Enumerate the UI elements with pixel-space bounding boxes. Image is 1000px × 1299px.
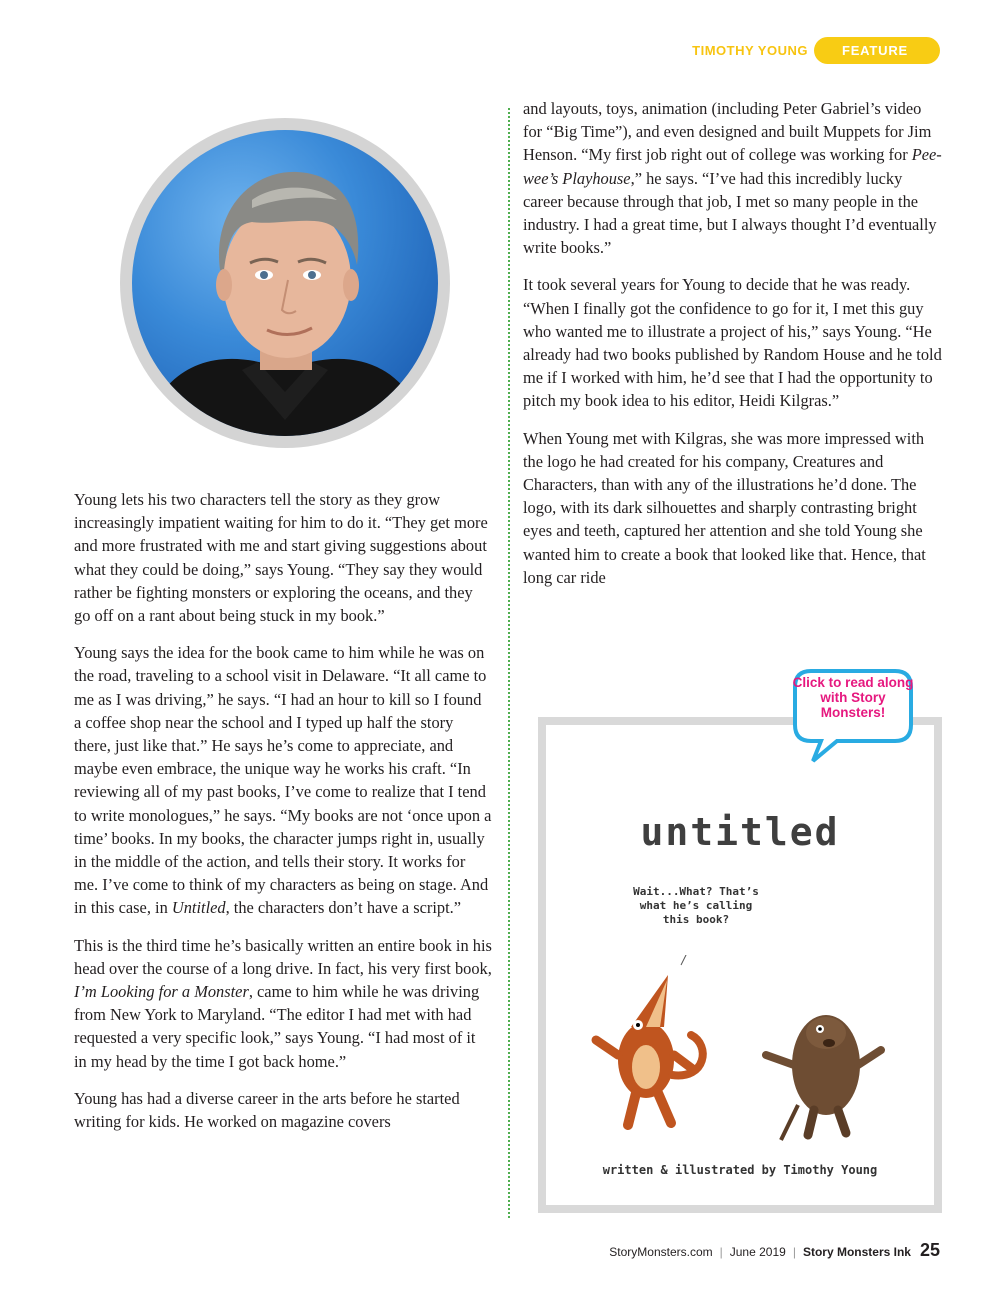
body-paragraph: It took several years for Young to decide that he was ready. “When I finally got the confidence to go for it, I met this guy who wanted me to illustrate a project of his,” says Young. “He already had two books published by Random House and he told me if I worked with him, he’d see that I had the opportunity to pitch my book idea to his editor, Heidi Kilgras.” <box>523 275 942 411</box>
footer-separator: | <box>792 1245 796 1259</box>
book-cover-title: untitled <box>640 810 840 854</box>
page-footer <box>609 1240 940 1261</box>
body-paragraph: and layouts, toys, animation (including Peter Gabriel’s video for “Big Time”), and even designed and built Muppets for Jim Henson. “My first job right out of college was working for Pee-wee’s Playhouse,” he says. “I’ve had this incredibly lucky career because through that job, I met so many people in the industry. I had a great time, but I always thought I’d eventually write books.” <box>523 99 942 258</box>
footer-separator: | <box>719 1245 723 1259</box>
header-author: TIMOTHY YOUNG <box>692 43 808 58</box>
book-cover-inner <box>546 725 934 1205</box>
page-number: 25 <box>919 1240 940 1260</box>
author-photo-frame <box>120 118 450 448</box>
column-divider <box>508 108 510 1218</box>
left-column <box>74 488 492 1147</box>
book-characters-icon <box>576 955 906 1155</box>
footer-magazine: Story Monsters Ink <box>802 1245 911 1259</box>
footer-date: June 2019 <box>729 1245 786 1259</box>
body-paragraph: This is the third time he’s basically written an entire book in his head over the course of a long drive. In fact, his very first book, I’m Looking for a Monster, came to him while he was driving from New York to Maryland. “The editor I had met with had requested a very specific look,” says Young. “I had most of it in my head by the time I got back home.” <box>74 935 492 1071</box>
author-portrait-icon <box>132 130 438 436</box>
body-paragraph: When Young met with Kilgras, she was more impressed with the logo he had created for his company, Creatures and Characters, than with any of the illustrations he’d done. The logo, with its dark silhouettes and sharply contrasting bright eyes and teeth, captured her attention and she told Young she wanted him to create a book that looked like that. Hence, that long car ride <box>523 428 926 587</box>
section-header <box>692 37 940 64</box>
read-along-button[interactable] <box>791 667 915 751</box>
book-cover-speech: Wait...What? That’s what he’s calling this book? <box>633 885 759 926</box>
body-paragraph: Young has had a diverse career in the arts before he started writing for kids. He worked on magazine covers <box>74 1088 460 1132</box>
book-cover[interactable] <box>538 717 942 1213</box>
read-along-label: Click to read along with Story Monsters! <box>792 675 914 720</box>
right-column <box>523 97 943 603</box>
footer-site: StoryMonsters.com <box>609 1245 713 1259</box>
section-badge: FEATURE <box>814 37 940 64</box>
body-paragraph: Young says the idea for the book came to him while he was on the road, traveling to a school visit in Delaware. “It all came to me as I was driving,” he says. “I had an hour to kill so I found a coffee shop near the school and I typed up half the story there, just like that.” He says he’s come to appreciate, and maybe even embrace, the unique way he works his craft. “In reviewing all of my past books, I’ve come to realize that I tend to write monologues,” he says. “My books are not ‘once upon a time’ books. In my books, the character jumps right in, usually in the middle of the action, and tells their story. It works for me. I’ve come to think of my characters as being on stage. And in this case, in Untitled, the characters don’t have a script.” <box>74 643 492 918</box>
book-cover-byline: written & illustrated by Timothy Young <box>602 1163 878 1177</box>
body-paragraph: Young lets his two characters tell the story as they grow increasingly impatient waiting for him to do it. “They get more and more frustrated with me and start giving suggestions about what they could be doing,” says Young. “They say they would rather be fighting monsters or exploring the oceans, and they go off on a rant about being stuck in my book.” <box>74 490 488 626</box>
